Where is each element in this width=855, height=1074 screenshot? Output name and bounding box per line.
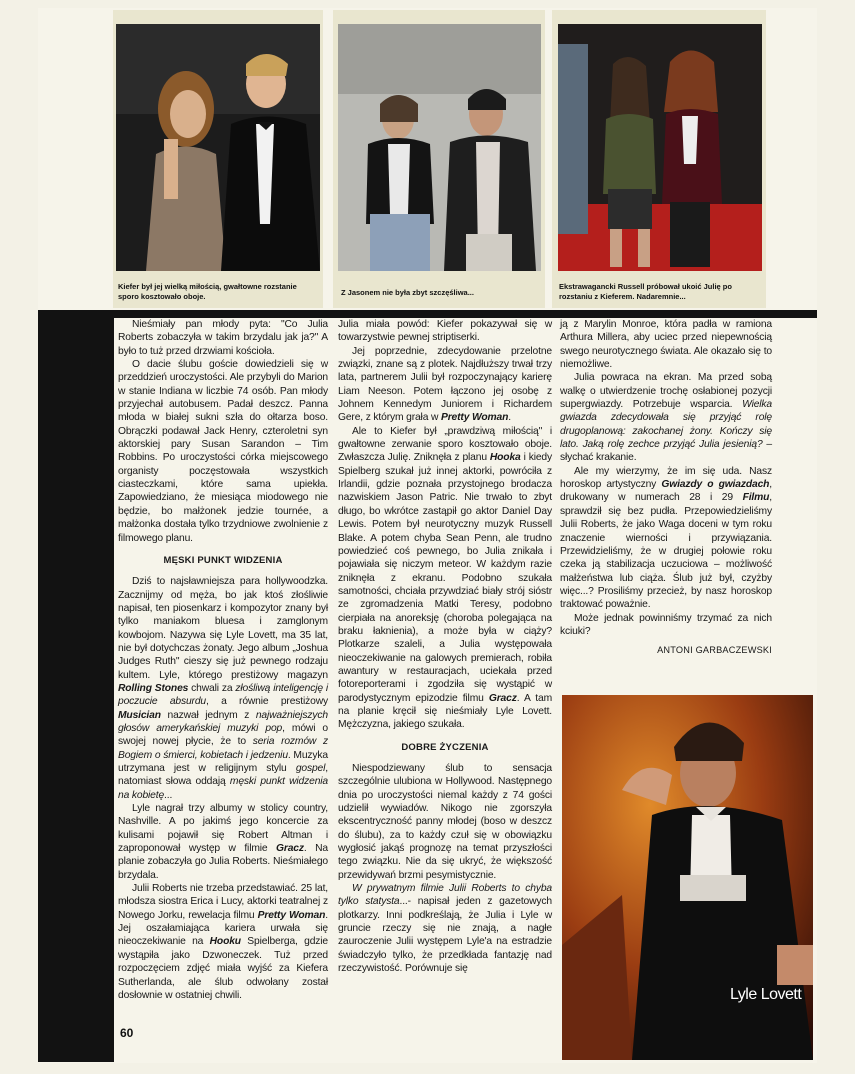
photo-jason-julia [338, 24, 541, 271]
section-heading-meski: MĘSKI PUNKT WIDZENIA [163, 554, 283, 566]
col2-paragraph-1: Julia miała powód: Kiefer pokazywał się w towarzystwie pewnej striptiserki. [338, 319, 552, 344]
col3-paragraph-3: Ale my wierzymy, że im się uda. Nasz horoskop artystyczny Gwiazdy o gwiazdach, drukowany w numerach 28 i 29 Filmu, sprawdził się bez pudła. Przepowiedzieliśmy Julii Roberts, że jako Waga doceni w tym roku znaczenie wierności i przywiązania. Przewidzieliśmy, że w drugiej połowie roku czeka ją stabilizacja uczuciowa – możliwość małżeństwa lub ciąża. Ślub już był, czyżby więc...? Prosiliśmy przecież, by nasz horoskop traktować poważnie. [560, 465, 772, 611]
col3-paragraph-1: ją z Marylin Monroe, która padła w ramiona Arthura Millera, aby uciec przed niepewnością swego neurotycznego świata. Ale okazało się to niemożliwe. [560, 319, 772, 371]
photo-kiefer-julia [116, 24, 320, 271]
photo-lyle-lovett [562, 695, 813, 1060]
col1-paragraph-1: Nieśmiały pan młody pyta: "Co Julia Roberts zobaczyła w takim brzydalu jak ja?" A było to tuż przed drzwiami kościoła. [118, 319, 328, 357]
section-heading-dobre: DOBRE ŻYCZENIA [401, 741, 489, 753]
col2-paragraph-2: Jej poprzednie, zdecydowanie przelotne związki, znane są z plotek. Najdłuższy trwał trzy lata, partnerem Julii był rozpoczynający karierę Liam Neeson. Potem łączono jej osobę z Johnem Kennedym Juniorem i Richardem Gere, z którym grała w Pretty Woman. [338, 345, 552, 424]
col2-paragraph-3: Ale to Kiefer był „prawdziwą miłością" i gwałtowne zerwanie sporo kosztowało oboje. Zwłaszcza Julię. Zniknęła z planu Hooka i kiedy Spielberg szukał już innej aktorki, powróciła z Irlandii, gdzie poznała przystojnego brodacza nazwiskiem Jason Patric. Nie trwało to zbyt długo, bo wkrótce zastąpił go aktor Daniel Day Lewis. Potem był neurotyczny muzyk Russell Blake. A potem chyba Sean Penn, ale trudno powiedzieć coś pewnego, bo Julia znikała i pojawiała się niczym meteor. W każdym razie zniknęła z ekranu. Podobno szukała samotności, chciała przywdziać biały strój sióstr ze zgromadzenia Matki Teresy, podobno cierpiała na anoreksję (choroba polegająca na braku łaknienia), a może była w ciąży? Plotkarze szaleli, a Julia występowała nieoczekiwanie na galowych premierach, robiła awantury w restauracjach, uciekała przed fotoreporterami i zgodziła się wystąpić w parodystycznym epizodzie filmu Gracz. A tam na planie kręcił się nieśmiały Lyle Lovett. Mężczyzna, jakiego szukała. [338, 425, 552, 731]
page-number: 60 [120, 1026, 134, 1040]
col1-paragraph-3: Dziś to najsławniejsza para hollywoodzka. Zacznijmy od męża, bo jak ktoś złośliwie napisał, ten piosenkarz i kompozytor znany był tylko maniakom bluesa i zamglonym kowbojom. Nazywa się Lyle Lovett, ma 35 lat, nie był dotychczas żonaty. Jego album „Joshua Judges Ruth" cieszy się już pewnego rodzaju kultem. Lyle, którego prestiżowy magazyn Rolling Stones chwali za złośliwą inteligencję i poczucie absurdu, a równie prestiżowy Musician nazwał jednym z najważniejszych głosów amerykańskiej muzyki pop, mówi o swojej nowej płycie, że to seria rozmów z Bogiem o śmierci, kobietach i jedzeniu. Muzyka utrzymana jest w religijnym stylu gospel, natomiast słowa oddają męski punkt widzenia na kobietę... [118, 576, 329, 801]
caption-photo-1: Kiefer był jej wielką miłością, gwałtowne rozstanie sporo kosztowało oboje. [118, 282, 297, 301]
caption-photo-3: Ekstrawagancki Russell próbował ukoić Julię po rozstaniu z Kieferem. Nadaremnie... [559, 282, 732, 301]
caption-photo-2: Z Jasonem nie była zbyt szczęśliwa... [341, 288, 474, 297]
col1-paragraph-4: Lyle nagrał trzy albumy w stolicy country, Nashville. A po jakimś jego koncercie za kulisami pojawił się Robert Altman i zaproponował występ w filmie Gracz. Na planie zobaczyła go Julia Roberts. Nieśmiałego brzydala. [118, 803, 328, 881]
photo-label-lyle-lovett: Lyle Lovett [730, 986, 802, 1003]
col3-paragraph-4: Może jednak powinniśmy trzymać za nich kciuki? [560, 612, 772, 637]
author-byline: ANTONI GARBACZEWSKI [657, 645, 772, 656]
col1-paragraph-2: O dacie ślubu goście dowiedzieli się w przeddzień uroczystości. Ale przybyli do Marion w stanie Indiana w liczbie 74 osób. Pan młody przyjechał autobusem. Padał deszcz. Panna młoda w białej sukni szła do ołtarza boso. Obrączki podawał Jack Henry, czteroletni syn aktorskiej pary Susan Sarandon – Tim Robbins. Po uroczystości córka miejscowego organisty poczęstowała wszystkich ciasteczkami, które sama upiekła. Zapowiedziano, że miesiąca miodowego nie będzie, bo małżonek jedzie tournée, a małżonka dostała tylko trzydniowe zwolnienie z filmowego planu. [118, 359, 328, 544]
dark-band-left [38, 310, 114, 1062]
col2-paragraph-4: Niespodziewany ślub to sensacja szczególnie ulubiona w Hollywood. Następnego dnia po uroczystości niemal każdy z 74 gości udzielił wywiadów. Nikogo nie zgorszyła ekscentryczność panny młodej (boso w deszcz do ślubu), za to każdy czuł się w obowiązku wygłosić jakąś prognozę na temat przyszłości tego związku. Nie da się ukryć, że większość przewidywań brzmi pesymistycznie. [338, 763, 552, 881]
col1-paragraph-5: Julii Roberts nie trzeba przedstawiać. 25 lat, młodsza siostra Erica i Lucy, aktorki teatralnej z Nowego Jorku, rewelacja filmu Pretty Woman. Jej oszałamiająca kariera urwała się nieoczekiwanie na Hooku Spielberga, gdzie wystąpiła jako Dzwoneczek. Tuż przed rozpoczęciem zdjęć miała wyjść za Kiefera Sutherlanda, ale ślub odwołany został dosłownie w ostatniej chwili. [118, 883, 328, 1001]
article-column-1 [118, 318, 328, 1002]
article-column-2 [338, 318, 552, 976]
col2-paragraph-5: W prywatnym filmie Julii Roberts to chyba tylko statysta...- napisał jeden z gazetowych plotkarzy. Inni podkreślają, że Julia i Lyle w gruncie rzeczy się nie znają, a nagłe zauroczenie Julii występem Lyle'a na estradzie świadczyło tylko, że przedkłada fantazję nad rzeczywistość. Porównuje się [338, 883, 552, 975]
article-column-3 [560, 318, 772, 658]
col3-paragraph-2: Julia powraca na ekran. Ma przed sobą walkę o utwierdzenie trochę osłabionej pozycji supergwiazdy. Potrzebuje wsparcia. Wielka gwiazda zdecydowała się przyjąć rolę drugoplanową: zakochanej żony. Kończy się lato. Jaką rolę zechce przyjąć Julia jesienią? – słychać krakanie. [560, 372, 772, 464]
photo-russell-julia [558, 24, 762, 271]
